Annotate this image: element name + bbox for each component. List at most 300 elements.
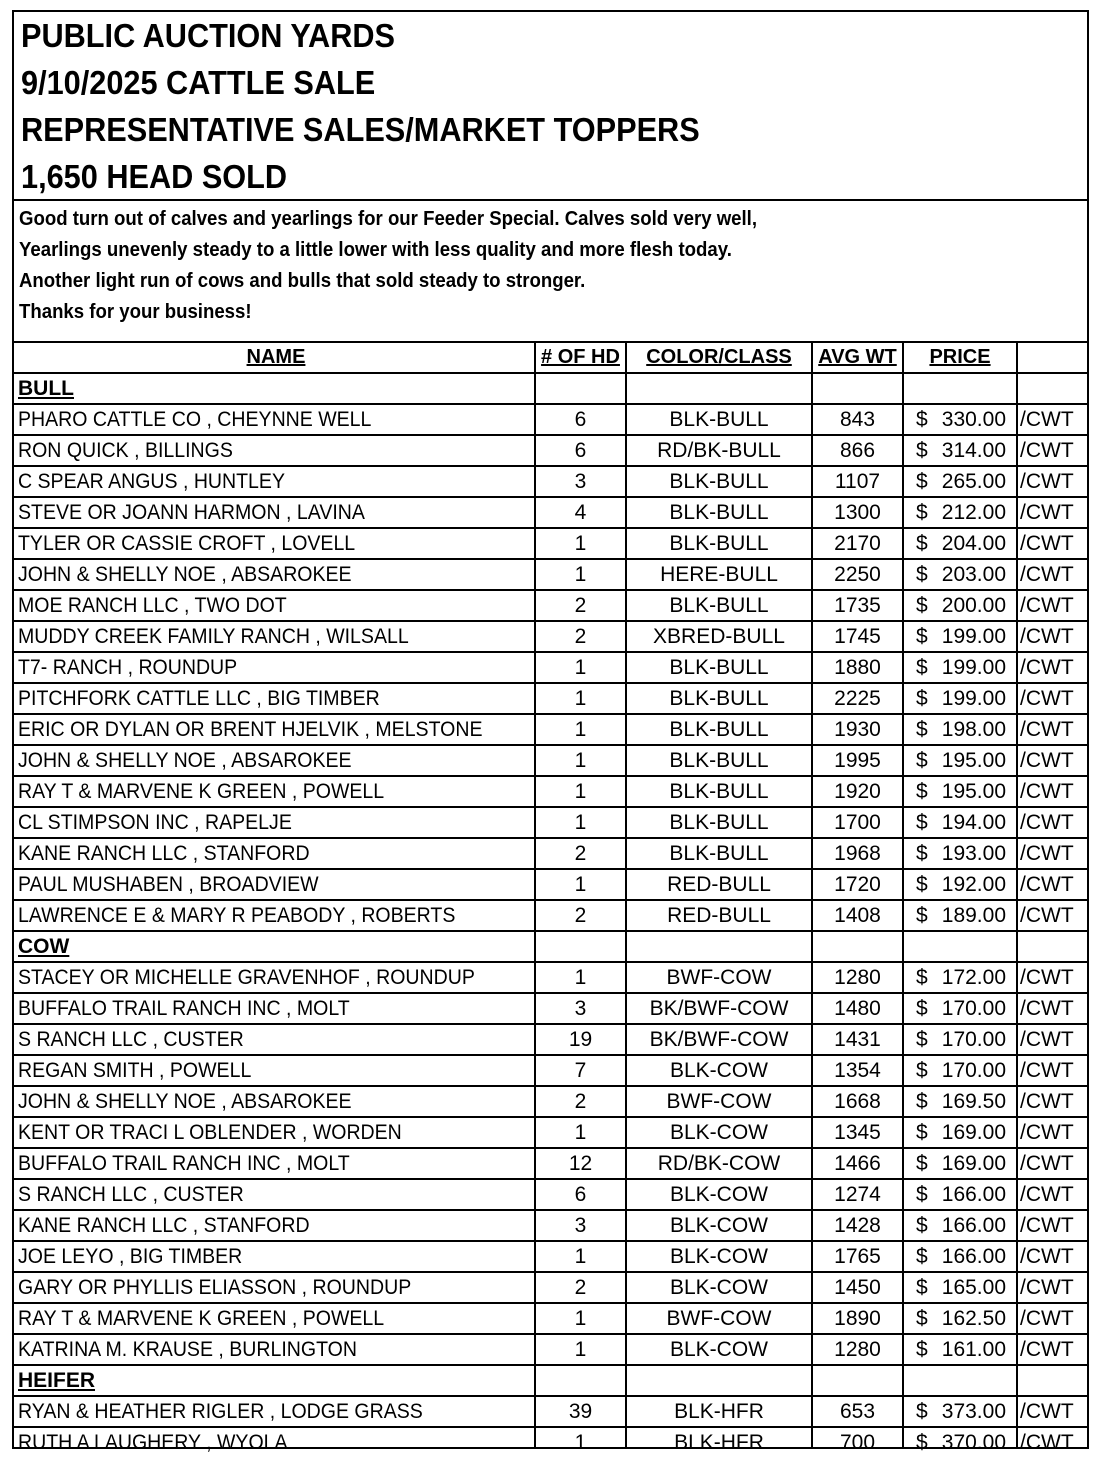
seller-name: STACEY OR MICHELLE GRAVENHOF , ROUNDUP	[18, 966, 475, 989]
seller-name-cell	[18, 653, 534, 682]
currency-symbol: $	[916, 439, 928, 462]
price-unit: /CWT	[1020, 563, 1074, 586]
price-cell	[904, 684, 1016, 713]
average-weight: 1880	[834, 656, 881, 679]
section-row	[14, 1366, 1087, 1397]
head-count: 12	[568, 1152, 593, 1175]
seller-name-cell	[18, 1118, 534, 1147]
seller-name: GARY OR PHYLLIS ELIASSON , ROUNDUP	[18, 1276, 412, 1299]
seller-name-cell	[18, 467, 534, 496]
price-cell	[904, 901, 1016, 930]
price-amount: 169.00	[941, 1152, 1006, 1175]
head-count: 1	[574, 1121, 587, 1144]
table-row	[14, 1087, 1087, 1118]
price-cell	[904, 1211, 1016, 1240]
average-weight: 1480	[834, 997, 881, 1020]
head-count: 1	[574, 687, 587, 710]
price-unit: /CWT	[1020, 749, 1074, 772]
seller-name: JOHN & SHELLY NOE , ABSAROKEE	[18, 563, 352, 586]
color-class: BLK-BULL	[669, 656, 769, 679]
price-unit: /CWT	[1020, 966, 1074, 989]
seller-name-cell	[18, 560, 534, 589]
head-count: 2	[574, 625, 587, 648]
price-cell	[904, 405, 1016, 434]
average-weight: 2225	[834, 687, 881, 710]
section-label: COW	[18, 935, 70, 958]
color-class: BLK-BULL	[669, 718, 769, 741]
average-weight: 843	[839, 408, 876, 431]
head-count: 1	[574, 749, 587, 772]
color-class: BLK-BULL	[669, 408, 769, 431]
seller-name: JOE LEYO , BIG TIMBER	[18, 1245, 243, 1268]
seller-name-cell	[18, 405, 534, 434]
seller-name-cell	[18, 498, 534, 527]
average-weight: 1280	[834, 1338, 881, 1361]
price-cell	[904, 1118, 1016, 1147]
seller-name: PITCHFORK CATTLE LLC , BIG TIMBER	[18, 687, 380, 710]
price-unit: /CWT	[1020, 997, 1074, 1020]
currency-symbol: $	[916, 1245, 928, 1268]
table-row	[14, 777, 1087, 808]
price-unit: /CWT	[1020, 408, 1074, 431]
average-weight: 866	[839, 439, 876, 462]
head-count: 6	[574, 408, 587, 431]
price-cell	[904, 1242, 1016, 1271]
table-row	[14, 467, 1087, 498]
head-count: 1	[574, 780, 587, 803]
price-cell	[904, 994, 1016, 1023]
table-row	[14, 1056, 1087, 1087]
average-weight: 1300	[834, 501, 881, 524]
table-row	[14, 1149, 1087, 1180]
currency-symbol: $	[916, 1090, 928, 1113]
table-row	[14, 1025, 1087, 1056]
color-class: BLK-HFR	[674, 1400, 764, 1423]
price-cell	[904, 1397, 1016, 1426]
seller-name: ERIC OR DYLAN OR BRENT HJELVIK , MELSTONE	[18, 718, 483, 741]
table-row	[14, 746, 1087, 777]
currency-symbol: $	[916, 842, 928, 865]
section-row	[14, 374, 1087, 405]
price-cell	[904, 560, 1016, 589]
seller-name: BUFFALO TRAIL RANCH INC , MOLT	[18, 1152, 350, 1175]
currency-symbol: $	[916, 563, 928, 586]
head-count: 2	[574, 842, 587, 865]
seller-name-cell	[18, 1397, 534, 1426]
seller-name: C SPEAR ANGUS , HUNTLEY	[18, 470, 285, 493]
color-class: BLK-COW	[669, 1059, 768, 1082]
currency-symbol: $	[916, 749, 928, 772]
seller-name-cell	[18, 870, 534, 899]
seller-name: JOHN & SHELLY NOE , ABSAROKEE	[18, 1090, 352, 1113]
head-count: 1	[574, 1307, 587, 1330]
seller-name-cell	[18, 808, 534, 837]
price-cell	[904, 1180, 1016, 1209]
price-cell	[904, 591, 1016, 620]
market-note-line: Yearlings unevenly steady to a little lower with less quality and more flesh today.	[19, 239, 732, 261]
price-amount: 170.00	[941, 1028, 1006, 1051]
average-weight: 1466	[834, 1152, 881, 1175]
color-class: BLK-COW	[669, 1214, 768, 1237]
price-unit: /CWT	[1020, 656, 1074, 679]
seller-name-cell	[18, 684, 534, 713]
color-class: BLK-BULL	[669, 780, 769, 803]
color-class: RD/BK-COW	[657, 1152, 781, 1175]
table-row	[14, 1273, 1087, 1304]
currency-symbol: $	[916, 1338, 928, 1361]
price-cell	[904, 1304, 1016, 1333]
seller-name: STEVE OR JOANN HARMON , LAVINA	[18, 501, 365, 524]
seller-name: MUDDY CREEK FAMILY RANCH , WILSALL	[18, 625, 409, 648]
price-unit: /CWT	[1020, 1338, 1074, 1361]
head-count: 1	[574, 532, 587, 555]
price-unit: /CWT	[1020, 625, 1074, 648]
price-cell	[904, 1149, 1016, 1178]
table-row	[14, 963, 1087, 994]
price-cell	[904, 1087, 1016, 1116]
table-row	[14, 1335, 1087, 1366]
section-label: BULL	[18, 377, 74, 400]
currency-symbol: $	[916, 1214, 928, 1237]
report-title: PUBLIC AUCTION YARDS	[21, 17, 396, 54]
head-count: 4	[574, 501, 587, 524]
price-amount: 265.00	[941, 470, 1006, 493]
column-header-head-count: # OF HD	[541, 346, 620, 368]
seller-name: PAUL MUSHABEN , BROADVIEW	[18, 873, 319, 896]
seller-name-cell	[18, 994, 534, 1023]
color-class: BLK-COW	[669, 1121, 768, 1144]
seller-name: TYLER OR CASSIE CROFT , LOVELL	[18, 532, 356, 555]
price-cell	[904, 963, 1016, 992]
table-row	[14, 1428, 1087, 1459]
average-weight: 1668	[834, 1090, 881, 1113]
table-row	[14, 529, 1087, 560]
seller-name-cell	[18, 1180, 534, 1209]
head-count: 2	[574, 594, 587, 617]
table-row	[14, 1304, 1087, 1335]
price-amount: 370.00	[941, 1431, 1006, 1454]
head-sold-count: 1,650 HEAD SOLD	[21, 158, 288, 195]
seller-name-cell	[18, 591, 534, 620]
seller-name: CL STIMPSON INC , RAPELJE	[18, 811, 292, 834]
average-weight: 1920	[834, 780, 881, 803]
table-row	[14, 1397, 1087, 1428]
currency-symbol: $	[916, 470, 928, 493]
price-amount: 195.00	[941, 749, 1006, 772]
price-cell	[904, 870, 1016, 899]
head-count: 6	[574, 1183, 587, 1206]
seller-name: BUFFALO TRAIL RANCH INC , MOLT	[18, 997, 350, 1020]
seller-name-cell	[18, 1242, 534, 1271]
market-note-line: Good turn out of calves and yearlings for our Feeder Special. Calves sold very well,	[19, 208, 758, 230]
seller-name-cell	[18, 1335, 534, 1364]
table-row	[14, 870, 1087, 901]
table-row	[14, 839, 1087, 870]
price-unit: /CWT	[1020, 1245, 1074, 1268]
head-count: 2	[574, 904, 587, 927]
price-cell	[904, 1273, 1016, 1302]
price-amount: 172.00	[941, 966, 1006, 989]
price-unit: /CWT	[1020, 1152, 1074, 1175]
seller-name-cell	[18, 1428, 534, 1457]
color-class: BWF-COW	[666, 966, 772, 989]
table-row	[14, 1180, 1087, 1211]
market-note-line: Thanks for your business!	[19, 301, 252, 323]
head-count: 39	[568, 1400, 593, 1423]
average-weight: 2250	[834, 563, 881, 586]
currency-symbol: $	[916, 1183, 928, 1206]
color-class: BLK-BULL	[669, 687, 769, 710]
price-unit: /CWT	[1020, 842, 1074, 865]
price-cell	[904, 622, 1016, 651]
report-header	[14, 12, 1087, 201]
average-weight: 1274	[834, 1183, 881, 1206]
price-unit: /CWT	[1020, 811, 1074, 834]
price-amount: 212.00	[941, 501, 1006, 524]
currency-symbol: $	[916, 532, 928, 555]
seller-name-cell	[18, 715, 534, 744]
head-count: 6	[574, 439, 587, 462]
currency-symbol: $	[916, 687, 928, 710]
color-class: BK/BWF-COW	[649, 997, 789, 1020]
color-class: BK/BWF-COW	[649, 1028, 789, 1051]
seller-name-cell	[18, 529, 534, 558]
average-weight: 1995	[834, 749, 881, 772]
price-cell	[904, 1056, 1016, 1085]
currency-symbol: $	[916, 1028, 928, 1051]
color-class: BLK-BULL	[669, 749, 769, 772]
average-weight: 1280	[834, 966, 881, 989]
price-cell	[904, 1335, 1016, 1364]
price-amount: 166.00	[941, 1214, 1006, 1237]
head-count: 1	[574, 563, 587, 586]
price-amount: 193.00	[941, 842, 1006, 865]
table-row	[14, 436, 1087, 467]
sales-table	[14, 343, 1087, 1454]
seller-name: S RANCH LLC , CUSTER	[18, 1028, 244, 1051]
seller-name-cell	[18, 1025, 534, 1054]
table-row	[14, 405, 1087, 436]
price-amount: 194.00	[941, 811, 1006, 834]
price-unit: /CWT	[1020, 1214, 1074, 1237]
table-row	[14, 808, 1087, 839]
head-count: 3	[574, 1214, 587, 1237]
table-row	[14, 901, 1087, 932]
head-count: 1	[574, 873, 587, 896]
price-amount: 170.00	[941, 997, 1006, 1020]
price-unit: /CWT	[1020, 532, 1074, 555]
currency-symbol: $	[916, 408, 928, 431]
currency-symbol: $	[916, 780, 928, 803]
color-class: XBRED-BULL	[653, 625, 785, 648]
seller-name-cell	[18, 1149, 534, 1178]
market-notes	[14, 201, 1087, 343]
price-cell	[904, 653, 1016, 682]
table-row	[14, 1118, 1087, 1149]
price-unit: /CWT	[1020, 904, 1074, 927]
color-class: RED-BULL	[667, 904, 771, 927]
price-amount: 200.00	[941, 594, 1006, 617]
price-amount: 198.00	[941, 718, 1006, 741]
price-cell	[904, 467, 1016, 496]
currency-symbol: $	[916, 1431, 928, 1454]
currency-symbol: $	[916, 625, 928, 648]
price-cell	[904, 529, 1016, 558]
price-unit: /CWT	[1020, 439, 1074, 462]
price-amount: 169.00	[941, 1121, 1006, 1144]
average-weight: 700	[839, 1431, 876, 1454]
price-cell	[904, 777, 1016, 806]
table-row	[14, 994, 1087, 1025]
price-unit: /CWT	[1020, 718, 1074, 741]
seller-name: REGAN SMITH , POWELL	[18, 1059, 252, 1082]
price-unit: /CWT	[1020, 470, 1074, 493]
table-row	[14, 591, 1087, 622]
price-amount: 165.00	[941, 1276, 1006, 1299]
currency-symbol: $	[916, 997, 928, 1020]
price-unit: /CWT	[1020, 780, 1074, 803]
currency-symbol: $	[916, 594, 928, 617]
seller-name-cell	[18, 1087, 534, 1116]
price-unit: /CWT	[1020, 687, 1074, 710]
color-class: BLK-COW	[669, 1276, 768, 1299]
seller-name-cell	[18, 436, 534, 465]
market-note-line: Another light run of cows and bulls that sold steady to stronger.	[19, 270, 586, 292]
color-class: BLK-BULL	[669, 842, 769, 865]
currency-symbol: $	[916, 811, 928, 834]
table-row	[14, 1242, 1087, 1273]
currency-symbol: $	[916, 904, 928, 927]
sale-date-title: 9/10/2025 CATTLE SALE	[21, 64, 376, 101]
seller-name: RUTH A LAUGHERY , WYOLA	[18, 1431, 288, 1454]
price-amount: 330.00	[941, 408, 1006, 431]
seller-name: JOHN & SHELLY NOE , ABSAROKEE	[18, 749, 352, 772]
head-count: 1	[574, 811, 587, 834]
price-unit: /CWT	[1020, 1028, 1074, 1051]
column-header-avg-weight: AVG WT	[818, 346, 897, 368]
price-amount: 195.00	[941, 780, 1006, 803]
currency-symbol: $	[916, 1400, 928, 1423]
average-weight: 653	[839, 1400, 876, 1423]
head-count: 2	[574, 1090, 587, 1113]
currency-symbol: $	[916, 501, 928, 524]
head-count: 2	[574, 1276, 587, 1299]
average-weight: 1450	[834, 1276, 881, 1299]
seller-name-cell	[18, 1056, 534, 1085]
currency-symbol: $	[916, 873, 928, 896]
price-amount: 170.00	[941, 1059, 1006, 1082]
seller-name-cell	[18, 622, 534, 651]
price-amount: 373.00	[941, 1400, 1006, 1423]
price-cell	[904, 839, 1016, 868]
price-amount: 189.00	[941, 904, 1006, 927]
average-weight: 1890	[834, 1307, 881, 1330]
price-unit: /CWT	[1020, 1121, 1074, 1144]
price-cell	[904, 498, 1016, 527]
seller-name-cell	[18, 1304, 534, 1333]
seller-name: S RANCH LLC , CUSTER	[18, 1183, 244, 1206]
seller-name: RAY T & MARVENE K GREEN , POWELL	[18, 780, 385, 803]
table-row	[14, 653, 1087, 684]
report-subtitle: REPRESENTATIVE SALES/MARKET TOPPERS	[21, 111, 700, 148]
color-class: RED-BULL	[667, 873, 771, 896]
average-weight: 1720	[834, 873, 881, 896]
seller-name: KATRINA M. KRAUSE , BURLINGTON	[18, 1338, 357, 1361]
price-amount: 199.00	[941, 687, 1006, 710]
seller-name: MOE RANCH LLC , TWO DOT	[18, 594, 287, 617]
average-weight: 1431	[834, 1028, 881, 1051]
seller-name-cell	[18, 777, 534, 806]
table-header-row	[14, 343, 1087, 374]
currency-symbol: $	[916, 1276, 928, 1299]
currency-symbol: $	[916, 1152, 928, 1175]
price-cell	[904, 715, 1016, 744]
price-amount: 204.00	[941, 532, 1006, 555]
column-header-name: NAME	[246, 346, 306, 368]
seller-name: PHARO CATTLE CO , CHEYNNE WELL	[18, 408, 372, 431]
color-class: BLK-COW	[669, 1338, 768, 1361]
color-class: BWF-COW	[666, 1090, 772, 1113]
price-amount: 166.00	[941, 1245, 1006, 1268]
price-amount: 199.00	[941, 625, 1006, 648]
price-unit: /CWT	[1020, 1307, 1074, 1330]
average-weight: 1745	[834, 625, 881, 648]
table-row	[14, 1211, 1087, 1242]
price-unit: /CWT	[1020, 1400, 1074, 1423]
price-unit: /CWT	[1020, 1059, 1074, 1082]
currency-symbol: $	[916, 1121, 928, 1144]
color-class: HERE-BULL	[660, 563, 778, 586]
seller-name: KANE RANCH LLC , STANFORD	[18, 1214, 310, 1237]
head-count: 1	[574, 718, 587, 741]
seller-name: RYAN & HEATHER RIGLER , LODGE GRASS	[18, 1400, 423, 1423]
average-weight: 1107	[834, 470, 881, 493]
column-header-color-class: COLOR/CLASS	[646, 346, 792, 368]
color-class: BLK-BULL	[669, 501, 769, 524]
price-amount: 203.00	[941, 563, 1006, 586]
price-cell	[904, 1025, 1016, 1054]
table-row	[14, 498, 1087, 529]
seller-name-cell	[18, 963, 534, 992]
price-unit: /CWT	[1020, 1276, 1074, 1299]
seller-name-cell	[18, 839, 534, 868]
price-amount: 161.00	[941, 1338, 1006, 1361]
head-count: 7	[574, 1059, 587, 1082]
seller-name: KENT OR TRACI L OBLENDER , WORDEN	[18, 1121, 402, 1144]
currency-symbol: $	[916, 966, 928, 989]
seller-name: RON QUICK , BILLINGS	[18, 439, 233, 462]
price-amount: 199.00	[941, 656, 1006, 679]
price-unit: /CWT	[1020, 1090, 1074, 1113]
section-label: HEIFER	[18, 1369, 96, 1392]
head-count: 3	[574, 997, 587, 1020]
price-amount: 169.50	[941, 1090, 1006, 1113]
price-amount: 192.00	[941, 873, 1006, 896]
average-weight: 1968	[834, 842, 881, 865]
price-unit: /CWT	[1020, 873, 1074, 896]
seller-name-cell	[18, 901, 534, 930]
seller-name: KANE RANCH LLC , STANFORD	[18, 842, 310, 865]
average-weight: 1408	[834, 904, 881, 927]
head-count: 1	[574, 1338, 587, 1361]
currency-symbol: $	[916, 718, 928, 741]
table-row	[14, 622, 1087, 653]
average-weight: 1345	[834, 1121, 881, 1144]
average-weight: 1930	[834, 718, 881, 741]
price-unit: /CWT	[1020, 501, 1074, 524]
color-class: BLK-BULL	[669, 811, 769, 834]
seller-name-cell	[18, 1273, 534, 1302]
